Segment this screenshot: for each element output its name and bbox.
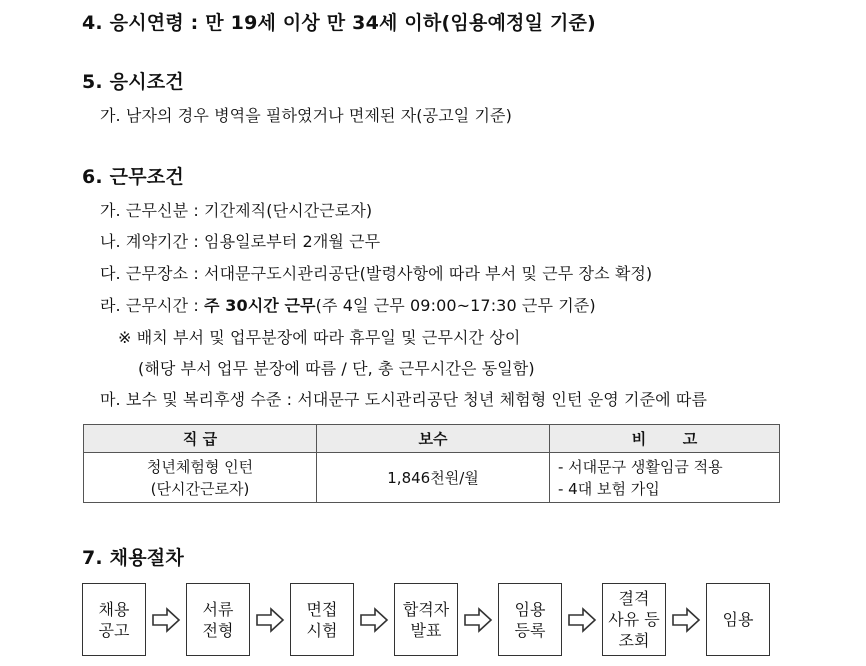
grade-line-1: 청년체험형 인턴 bbox=[146, 457, 254, 476]
step-6-line-1: 결격 bbox=[618, 589, 650, 608]
header-pay: 보수 bbox=[317, 425, 550, 453]
remarks-line-1: - 서대문구 생활임금 적용 bbox=[558, 457, 723, 476]
step-6-line-2: 사유 등 bbox=[608, 610, 660, 629]
cell-pay: 1,846천원/월 bbox=[317, 453, 550, 503]
step-4-line-1: 합격자 bbox=[402, 599, 450, 619]
work-hours-bold: 주 30시간 근무 bbox=[204, 296, 316, 315]
step-7-line-1: 임용 bbox=[722, 610, 754, 629]
step-4-line-2: 발표 bbox=[410, 620, 442, 640]
right-arrow-icon bbox=[671, 607, 701, 633]
step-3-line-2: 시험 bbox=[306, 620, 338, 640]
process-step-7 bbox=[706, 583, 770, 656]
step-2-line-1: 서류 bbox=[202, 599, 234, 619]
section-4-heading: 4. 응시연령 : 만 19세 이상 만 34세 이하(임용예정일 기준) bbox=[82, 12, 596, 34]
right-arrow-icon bbox=[359, 607, 389, 633]
header-grade: 직 급 bbox=[84, 425, 317, 453]
table-row bbox=[84, 453, 780, 503]
cell-remarks bbox=[550, 453, 780, 503]
process-step-3 bbox=[290, 583, 354, 656]
work-hours-label: 라. 근무시간 : bbox=[100, 296, 205, 315]
step-1-line-2: 공고 bbox=[98, 620, 130, 640]
section-7-heading: 7. 채용절차 bbox=[82, 547, 184, 569]
section-6-note-2: (해당 부서 업무 분장에 따름 / 단, 총 근무시간은 동일함) bbox=[138, 359, 535, 378]
process-step-2 bbox=[186, 583, 250, 656]
remarks-line-2: - 4대 보험 가입 bbox=[558, 479, 660, 498]
process-step-4 bbox=[394, 583, 458, 656]
section-6-note-1: ※ 배치 부서 및 업무분장에 따라 휴무일 및 근무시간 상이 bbox=[118, 328, 521, 347]
process-step-1 bbox=[82, 583, 146, 656]
grade-line-2: (단시간근로자) bbox=[150, 479, 250, 498]
section-6-item-a: 가. 근무신분 : 기간제직(단시간근로자) bbox=[100, 201, 373, 220]
process-step-5 bbox=[498, 583, 562, 656]
section-6-heading: 6. 근무조건 bbox=[82, 166, 184, 188]
section-5-heading: 5. 응시조건 bbox=[82, 71, 184, 93]
section-6-item-d bbox=[100, 293, 596, 316]
process-step-6 bbox=[602, 583, 666, 656]
section-6-item-e: 마. 보수 및 복리후생 수준 : 서대문구 도시관리공단 청년 체험형 인턴 운영 기준에 따름 bbox=[100, 390, 707, 409]
step-2-line-2: 전형 bbox=[202, 620, 234, 640]
header-remarks: 비 고 bbox=[550, 425, 780, 453]
step-5-line-2: 등록 bbox=[514, 620, 546, 640]
step-5-line-1: 임용 bbox=[514, 599, 546, 619]
section-6-item-b: 나. 계약기간 : 임용일로부터 2개월 근무 bbox=[100, 232, 381, 251]
section-6-item-c: 다. 근무장소 : 서대문구도시관리공단(발령사항에 따라 부서 및 근무 장소 확정) bbox=[100, 264, 653, 283]
right-arrow-icon bbox=[151, 607, 181, 633]
step-6-line-3: 조회 bbox=[618, 631, 650, 650]
pay-table-header-row bbox=[84, 425, 780, 453]
pay-table bbox=[83, 424, 780, 503]
right-arrow-icon bbox=[255, 607, 285, 633]
right-arrow-icon bbox=[463, 607, 493, 633]
section-5-item-a: 가. 남자의 경우 병역을 필하였거나 면제된 자(공고일 기준) bbox=[100, 106, 512, 125]
step-1-line-1: 채용 bbox=[98, 599, 130, 619]
right-arrow-icon bbox=[567, 607, 597, 633]
work-hours-detail: (주 4일 근무 09:00~17:30 근무 기준) bbox=[315, 296, 596, 315]
step-3-line-1: 면접 bbox=[306, 599, 338, 619]
cell-grade bbox=[84, 453, 317, 503]
